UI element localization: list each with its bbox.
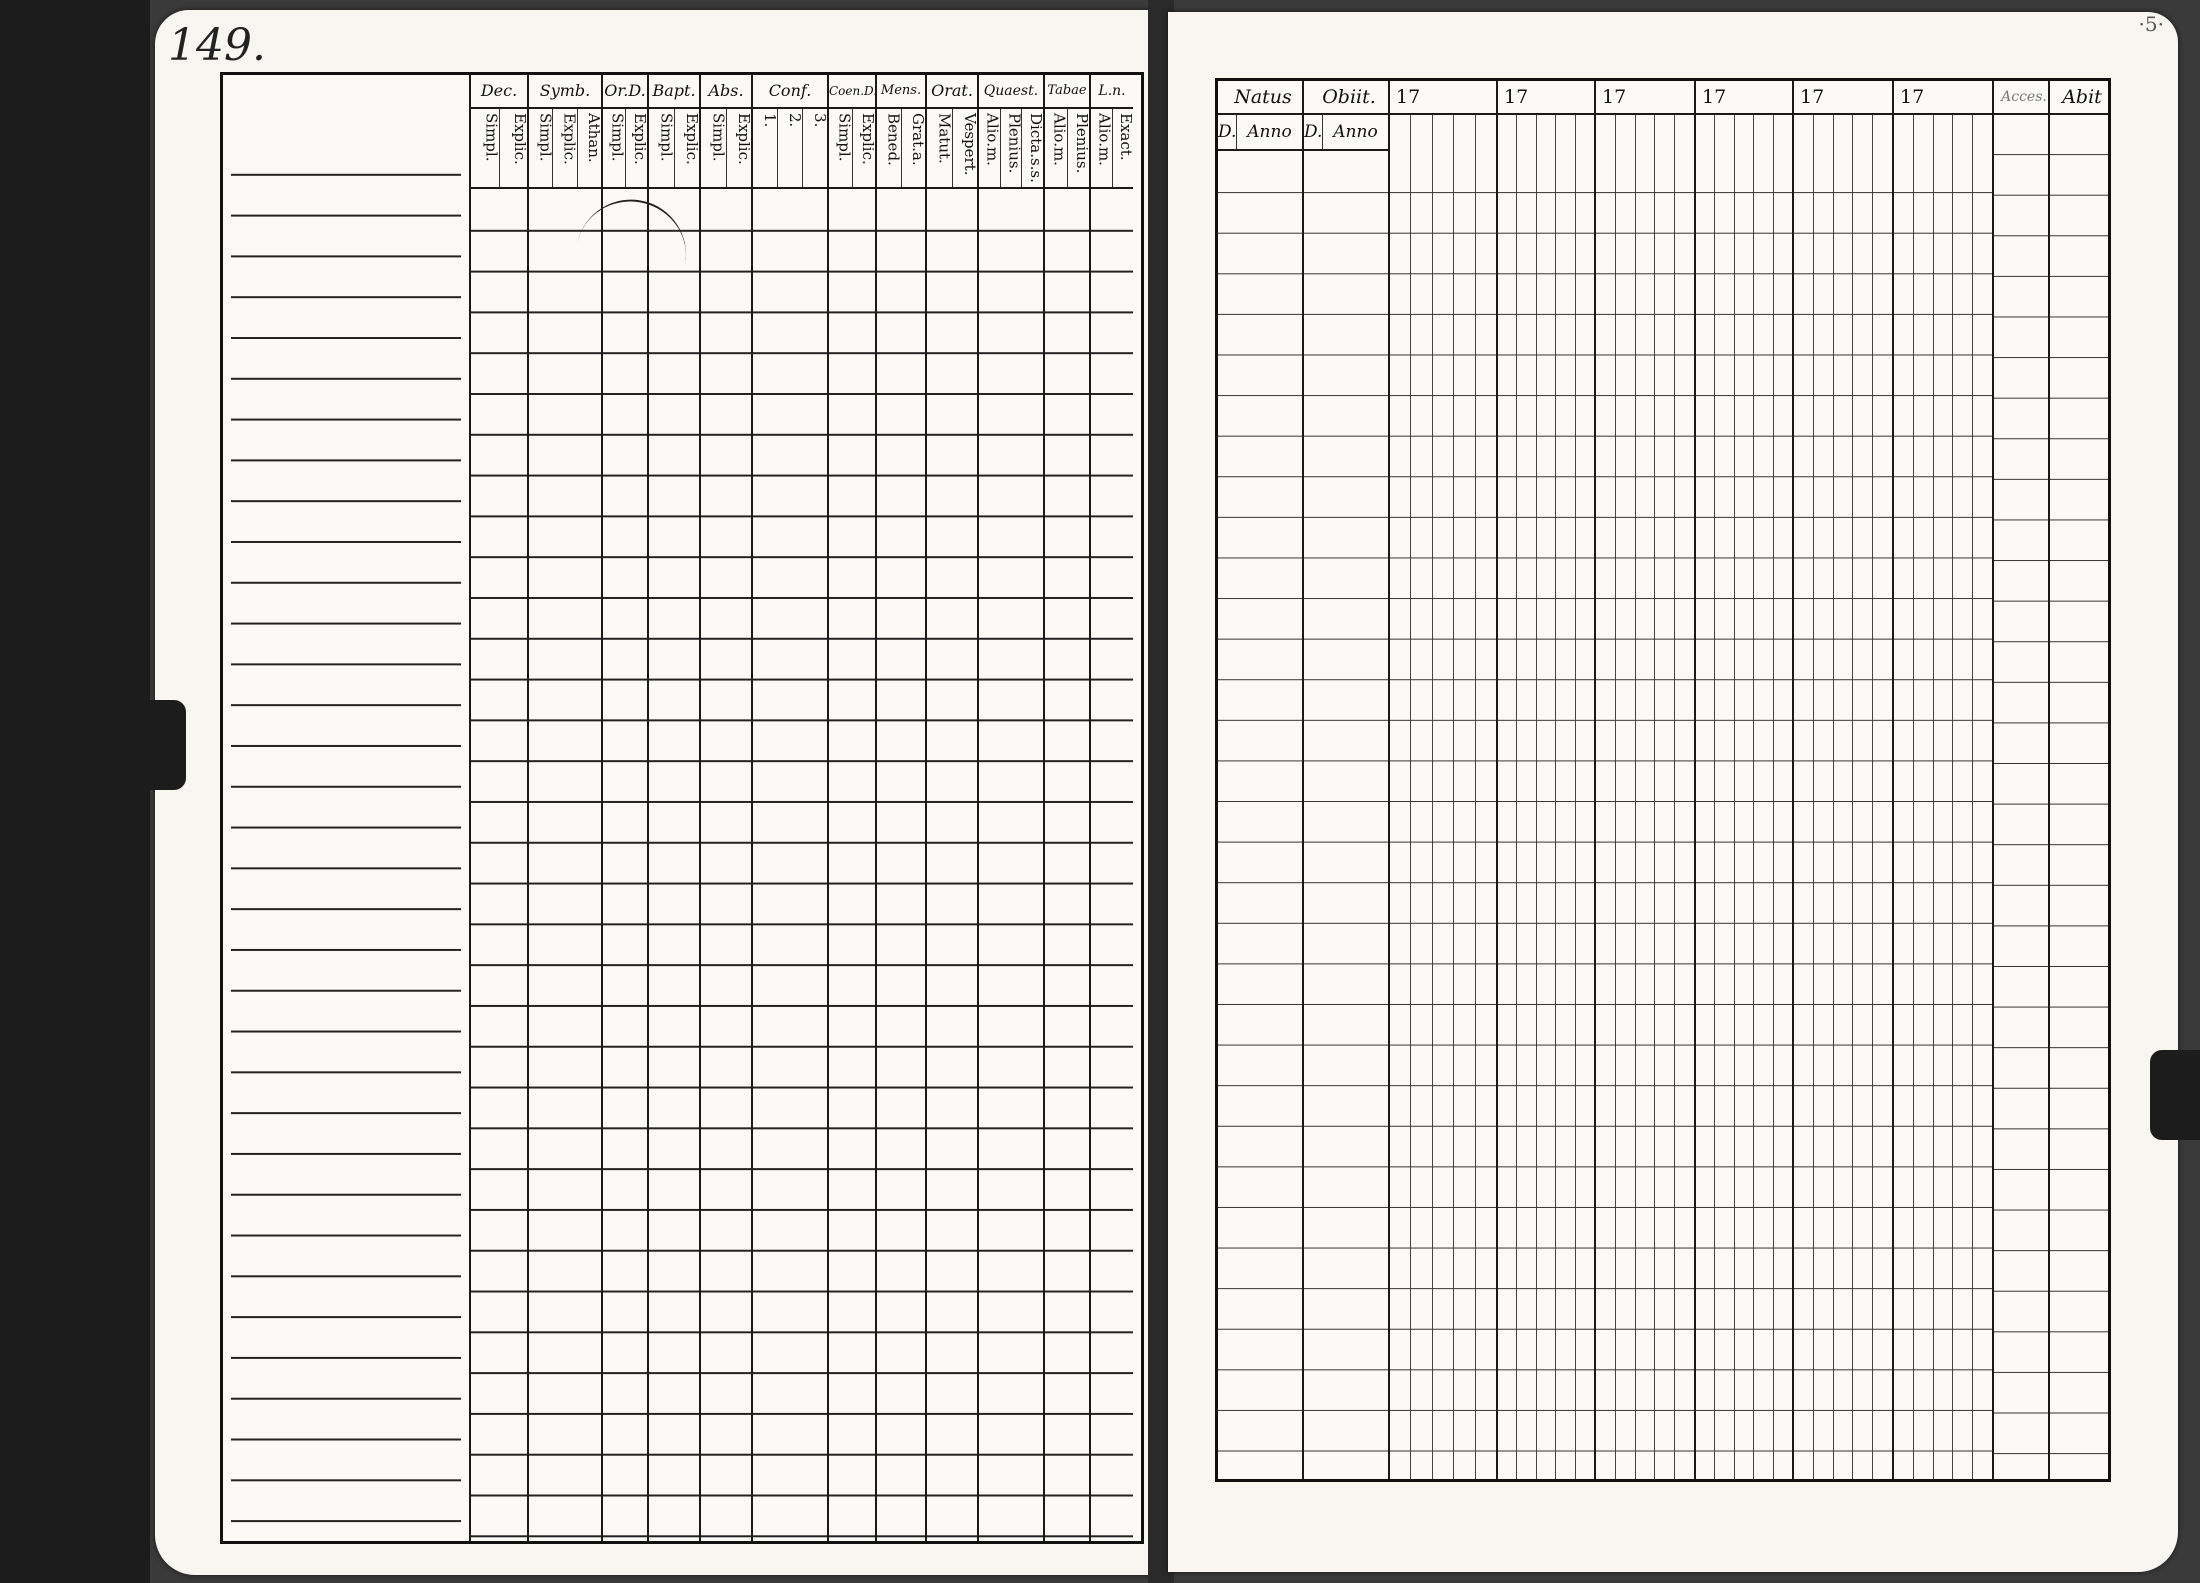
sub-header: Simpl. xyxy=(603,109,626,187)
sub-header: Explic. xyxy=(683,113,701,165)
sub-header: Athan. xyxy=(584,113,603,163)
sub-header: Explic. xyxy=(631,113,649,165)
col-quaest xyxy=(979,75,1045,1541)
sub-header: 3. xyxy=(811,113,829,128)
ruled-rows xyxy=(1498,153,1594,1479)
left-register-grid xyxy=(220,72,1144,1544)
header-tabae: Tabae xyxy=(1045,75,1089,109)
sub-header-anno: Anno xyxy=(1333,122,1378,142)
header-accessit: Acces. xyxy=(1994,81,2048,115)
header-obiit: Obiit. xyxy=(1304,81,1388,115)
header-abiit: Abit xyxy=(2050,81,2108,115)
col-accessit xyxy=(1994,81,2050,1479)
folio-number: 149. xyxy=(168,20,266,71)
sub-header: Explic. xyxy=(859,113,877,165)
header-year: 17 xyxy=(1696,81,1792,115)
ruled-rows xyxy=(1091,191,1133,1541)
sub-header: Bened. xyxy=(877,109,902,187)
col-natus xyxy=(1218,81,1304,1479)
header-natus: Natus xyxy=(1218,81,1302,115)
sub-header: Explic. xyxy=(735,113,753,165)
header-ln: L.n. xyxy=(1091,75,1133,109)
ruled-rows xyxy=(829,191,875,1541)
sub-header: Explic. xyxy=(553,109,577,187)
sub-header-day: D. xyxy=(1218,115,1237,149)
sub-header: Simpl. xyxy=(701,109,727,187)
ruled-rows xyxy=(1045,191,1089,1541)
ruled-rows xyxy=(529,191,601,1541)
sub-header-day: D. xyxy=(1304,115,1323,149)
ruled-rows xyxy=(649,191,699,1541)
right-register-grid xyxy=(1215,78,2111,1482)
col-ord xyxy=(603,75,649,1541)
ruled-rows xyxy=(1218,153,1302,1479)
col-coend xyxy=(829,75,877,1541)
sub-header-anno: Anno xyxy=(1247,122,1292,142)
header-dec: Dec. xyxy=(471,75,527,109)
header-coend: Coen.D. xyxy=(829,75,875,109)
ruled-rows xyxy=(1994,115,2048,1479)
sub-header: Plenius. xyxy=(1001,109,1023,187)
ruled-rows xyxy=(1304,153,1388,1479)
col-dec xyxy=(471,75,529,1541)
col-abs xyxy=(701,75,753,1541)
sub-header: 1. xyxy=(753,109,778,187)
header-bapt: Bapt. xyxy=(649,75,699,109)
sub-header: Explic. xyxy=(511,113,529,165)
ruled-rows xyxy=(1696,153,1792,1479)
header-ord: Or.D. xyxy=(603,75,647,109)
sub-header: Plenius. xyxy=(1073,113,1091,174)
col-mens xyxy=(877,75,927,1541)
ruled-rows xyxy=(1596,153,1694,1479)
col-year-6 xyxy=(1894,81,1994,1479)
col-obiit xyxy=(1304,81,1390,1479)
col-ln xyxy=(1091,75,1133,1541)
scan-edge-left xyxy=(0,0,150,1583)
header-year: 17 xyxy=(1794,81,1892,115)
ruled-rows xyxy=(753,191,827,1541)
sub-header: Simpl. xyxy=(649,109,675,187)
ruled-rows xyxy=(1390,153,1496,1479)
header-year: 17 xyxy=(1596,81,1694,115)
header-year: 17 xyxy=(1498,81,1594,115)
col-year-4 xyxy=(1696,81,1794,1479)
col-bapt xyxy=(649,75,701,1541)
sub-header: Simpl. xyxy=(829,109,853,187)
header-conf: Conf. xyxy=(753,75,827,109)
col-abiit xyxy=(2050,81,2108,1479)
header-symb: Symb. xyxy=(529,75,601,109)
ruled-rows xyxy=(927,191,977,1541)
ruled-rows xyxy=(1894,153,1992,1479)
page-tab-right xyxy=(2150,1050,2200,1140)
ruled-rows xyxy=(2050,115,2108,1479)
ruled-rows xyxy=(877,191,925,1541)
sub-header: Simpl. xyxy=(471,109,500,187)
col-tabae xyxy=(1045,75,1091,1541)
sub-header: Alio.m. xyxy=(1045,109,1068,187)
col-symb xyxy=(529,75,603,1541)
header-abs: Abs. xyxy=(701,75,751,109)
col-year-1 xyxy=(1390,81,1498,1479)
sub-header: Dicta.s.s. xyxy=(1027,113,1046,183)
header-year: 17 xyxy=(1894,81,1992,115)
ruled-rows xyxy=(471,191,527,1541)
sub-header: Grat.a. xyxy=(909,113,927,166)
header-quaest: Quaest. xyxy=(979,75,1043,109)
sub-header: Exact. xyxy=(1117,113,1135,161)
ruled-rows xyxy=(979,191,1043,1541)
header-year: 17 xyxy=(1390,81,1496,115)
col-year-3 xyxy=(1596,81,1696,1479)
name-ruled-lines xyxy=(231,135,461,1529)
header-mens: Mens. xyxy=(877,75,925,109)
sub-header: Simpl. xyxy=(529,109,553,187)
page-tab-left xyxy=(150,700,186,790)
col-conf xyxy=(753,75,829,1541)
sub-header: Alio.m. xyxy=(1091,109,1113,187)
col-year-2 xyxy=(1498,81,1596,1479)
sub-header: Vespert. xyxy=(961,113,979,176)
ruled-rows xyxy=(1794,153,1892,1479)
header-orat: Orat. xyxy=(927,75,977,109)
ruled-rows xyxy=(603,191,647,1541)
col-orat xyxy=(927,75,979,1541)
name-column xyxy=(223,75,471,1541)
sub-header: Matut. xyxy=(927,109,953,187)
sub-header: Alio.m. xyxy=(979,109,1001,187)
ruled-rows xyxy=(701,191,751,1541)
sub-header: 2. xyxy=(778,109,803,187)
col-year-5 xyxy=(1794,81,1894,1479)
right-page-mark: ·5· xyxy=(2138,12,2164,36)
